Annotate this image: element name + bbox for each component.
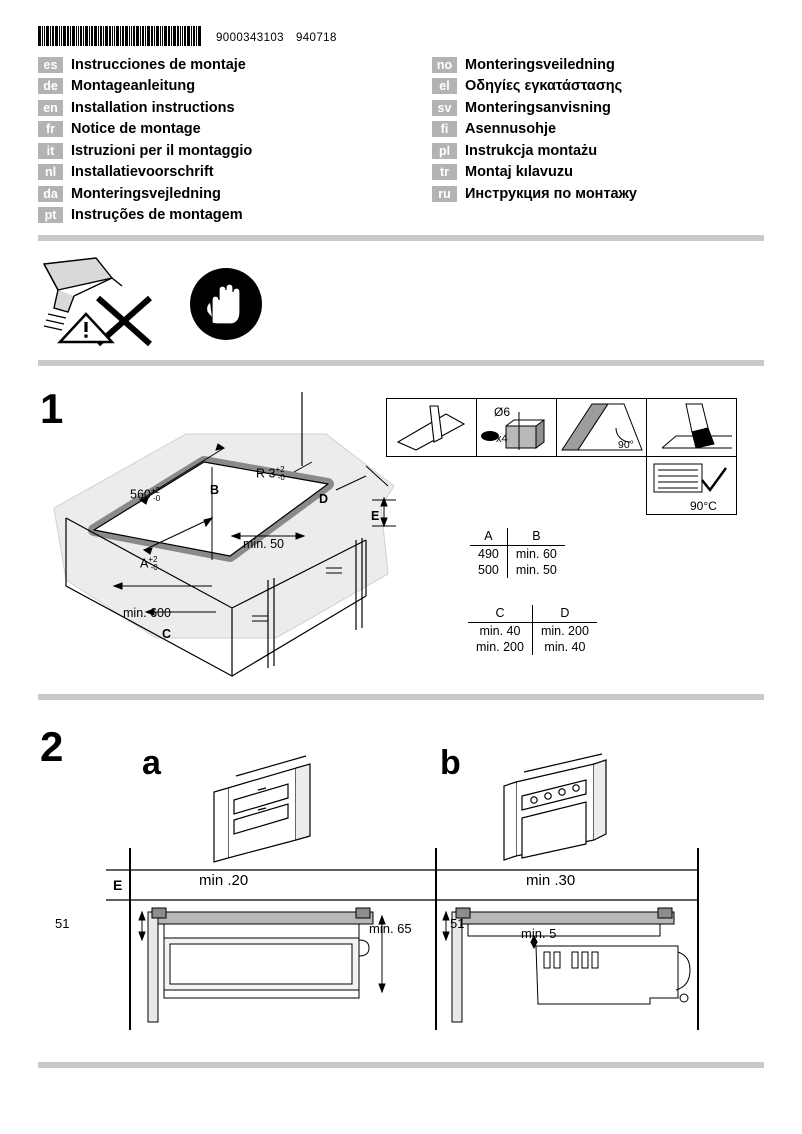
- language-code: sv: [432, 100, 457, 116]
- label-dimension-b: B: [210, 483, 220, 497]
- language-title: Monteringsvejledning: [71, 185, 221, 202]
- language-item: [38, 205, 388, 227]
- hole-diameter-label: Ø6: [494, 405, 511, 419]
- language-title: Installation instructions: [71, 99, 235, 116]
- language-title: Asennusohje: [465, 121, 557, 138]
- language-item: [432, 76, 772, 98]
- language-code: nl: [38, 164, 63, 180]
- language-code: es: [38, 57, 63, 73]
- barcode-date: 940718: [295, 32, 337, 44]
- language-code: pl: [432, 143, 457, 159]
- language-title: Montageanleitung: [71, 78, 196, 95]
- label-cutout-width: 560+2 -0: [130, 486, 161, 503]
- cell-a: 500: [478, 563, 499, 577]
- label-a-height-51: 51: [55, 916, 70, 931]
- language-code: el: [432, 78, 457, 94]
- table-header-c: C: [468, 605, 532, 623]
- dimension-table-cd: [468, 605, 597, 655]
- step-2-number: 2: [40, 723, 64, 770]
- safety-icons-zone: [38, 256, 764, 348]
- language-item: [432, 183, 772, 205]
- cell-c: min. 40: [479, 624, 521, 638]
- language-item: [38, 162, 388, 184]
- language-code: fi: [432, 121, 457, 137]
- language-title: Инструкция по монтажу: [465, 185, 637, 202]
- label-a-min-top: min .20: [199, 872, 249, 889]
- language-item: [38, 183, 388, 205]
- table-row: [468, 623, 597, 640]
- label-min-50: min. 50: [243, 537, 284, 551]
- table-header-a: A: [470, 528, 507, 546]
- step1-detail-panels: [386, 398, 764, 528]
- language-code: de: [38, 78, 63, 94]
- language-code: pt: [38, 207, 63, 223]
- label-dimension-e: E: [371, 509, 380, 523]
- table-header-d: D: [532, 605, 596, 623]
- table-row: [468, 639, 597, 655]
- cell-b: min. 50: [507, 562, 565, 578]
- step2-installation-diagram: [38, 740, 764, 1040]
- cell-d: min. 200: [532, 623, 596, 640]
- language-item: [432, 97, 772, 119]
- variant-a-label: a: [142, 744, 161, 782]
- barcode-numbers: [216, 28, 349, 44]
- language-item: [38, 140, 388, 162]
- label-b-min-top: min .30: [526, 872, 576, 889]
- language-title: Monteringsveiledning: [465, 56, 615, 73]
- worktop-cutout-diagram: [36, 385, 416, 680]
- label-e-row: E: [113, 877, 123, 893]
- language-list-left: [38, 54, 388, 226]
- label-dimension-c: C: [162, 627, 172, 641]
- cell-d: min. 40: [532, 639, 596, 655]
- label-a-min-depth: min. 65: [369, 921, 412, 936]
- language-title: Istruzioni per il montaggio: [71, 142, 253, 159]
- label-corner-radius: R 3+2 -0: [256, 465, 285, 482]
- language-code: tr: [432, 164, 457, 180]
- label-b-height-51: 51: [450, 916, 465, 931]
- language-item: [38, 54, 388, 76]
- language-title: Installatievoorschrift: [71, 164, 214, 181]
- barcode-number: 9000343103: [216, 32, 284, 44]
- language-code: fr: [38, 121, 63, 137]
- table-header-b: B: [507, 528, 565, 546]
- language-title: Montaj kılavuzu: [465, 164, 573, 181]
- barcode-icon: [38, 26, 202, 46]
- label-b-min-gap: min. 5: [521, 926, 557, 941]
- variant-b-label: b: [440, 744, 461, 782]
- language-item: [432, 119, 772, 141]
- language-item: [432, 140, 772, 162]
- barcode-header: [38, 26, 349, 46]
- language-item: [38, 97, 388, 119]
- table-row: [470, 562, 565, 578]
- dimension-table-ab: [470, 528, 565, 578]
- language-title: Instruções de montagem: [71, 207, 243, 224]
- hole-count-label: x4: [496, 433, 508, 445]
- language-code: en: [38, 100, 63, 116]
- warning-triangle-icon: [60, 314, 112, 342]
- section-divider: [38, 1062, 764, 1068]
- label-dimension-a: A+2 -0: [140, 555, 158, 572]
- temperature-label: 90°C: [690, 499, 717, 513]
- language-title: Instrucciones de montaje: [71, 56, 246, 73]
- language-item: [432, 162, 772, 184]
- language-code: da: [38, 186, 63, 202]
- angle-label: 90°: [618, 439, 634, 451]
- language-title: Monteringsanvisning: [465, 99, 611, 116]
- language-title: Notice de montage: [71, 121, 201, 138]
- language-item: [38, 76, 388, 98]
- language-title: Οδηγίες εγκατάστασης: [465, 78, 623, 95]
- language-title: Instrukcja montażu: [465, 142, 598, 159]
- table-row: [470, 546, 565, 563]
- label-dimension-d: D: [319, 492, 329, 506]
- language-list-right: [432, 54, 772, 205]
- section-divider: [38, 235, 764, 241]
- language-code: ru: [432, 186, 457, 202]
- cell-b: min. 60: [507, 546, 565, 563]
- protective-gloves-icon: [188, 266, 264, 342]
- language-code: it: [38, 143, 63, 159]
- label-min-600: min. 600: [123, 606, 171, 620]
- step-1-number: 1: [40, 385, 64, 432]
- language-item: [38, 119, 388, 141]
- language-code: no: [432, 57, 457, 73]
- language-item: [432, 54, 772, 76]
- cell-a: 490: [478, 547, 499, 561]
- section-divider: [38, 694, 764, 700]
- section-divider: [38, 360, 764, 366]
- cell-c: min. 200: [476, 640, 524, 654]
